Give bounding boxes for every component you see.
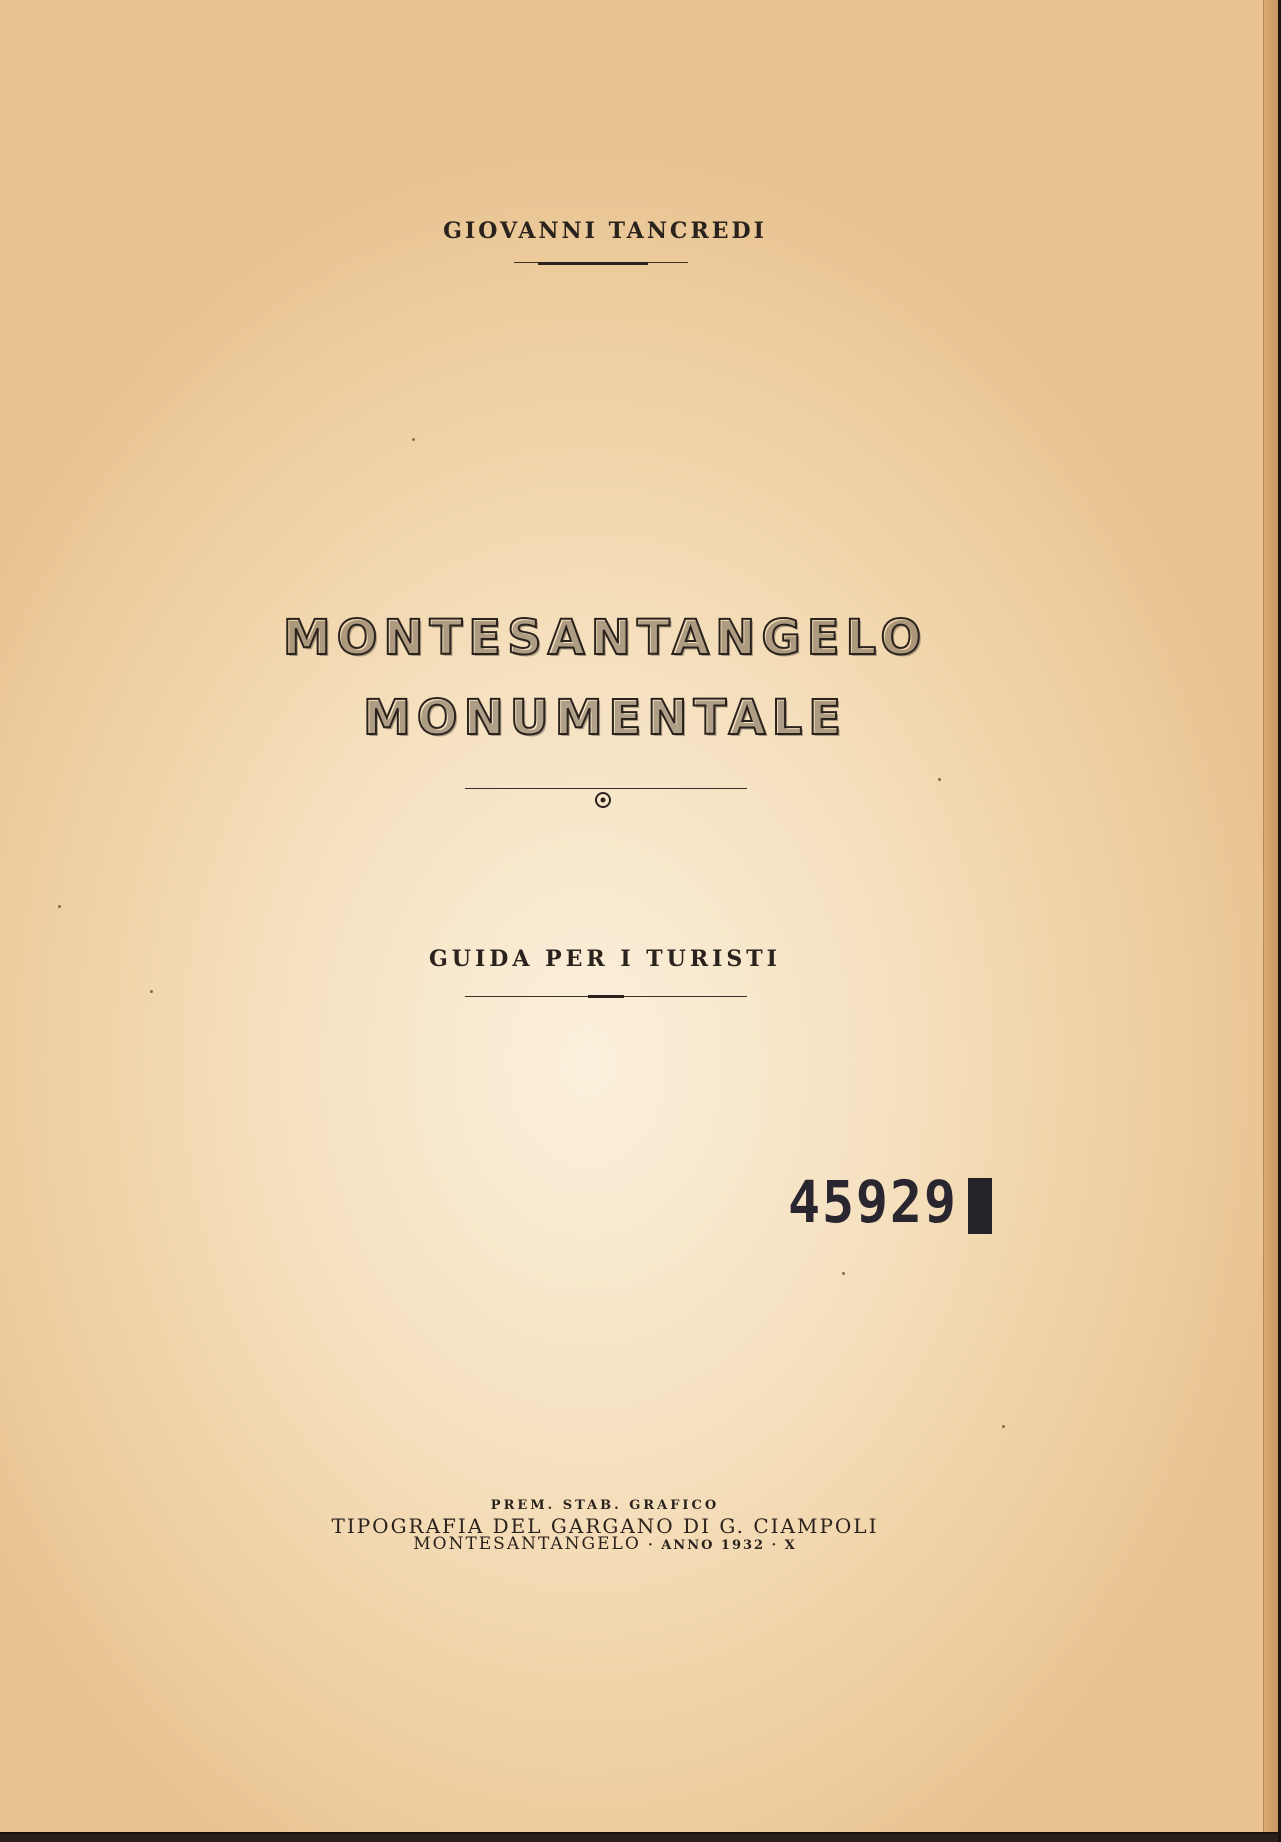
title-line-2: MONUMENTALE [363,690,847,746]
imprint-place: MONTESANTANGELO [413,1534,641,1554]
inventory-stamp: 45929 [788,1168,958,1236]
imprint-line-3 [0,1534,1210,1554]
title-rule [465,788,747,789]
scan-edge [0,1834,1278,1842]
paper-speck [842,1272,845,1275]
circle-dot-icon [594,791,612,809]
subtitle: GUIDA PER I TURISTI [429,946,781,972]
paper-speck [1002,1425,1005,1428]
stamp-bar [968,1178,992,1234]
imprint-line-1: PREM. STAB. GRAFICO [490,1498,720,1513]
imprint-line-2: TIPOGRAFIA DEL GARGANO DI G. CIAMPOLI [331,1514,879,1538]
paper-speck [150,990,153,993]
paper-speck [938,778,941,781]
author-name: GIOVANNI TANCREDI [443,218,767,244]
author-rule-center [538,262,648,265]
page-edge [1263,0,1278,1832]
paper-speck [412,438,415,441]
subtitle-rule-center [588,995,624,998]
imprint-year: · ANNO 1932 · X [648,1538,797,1553]
title-line-1: MONTESANTANGELO [282,610,928,666]
paper-speck [58,905,61,908]
